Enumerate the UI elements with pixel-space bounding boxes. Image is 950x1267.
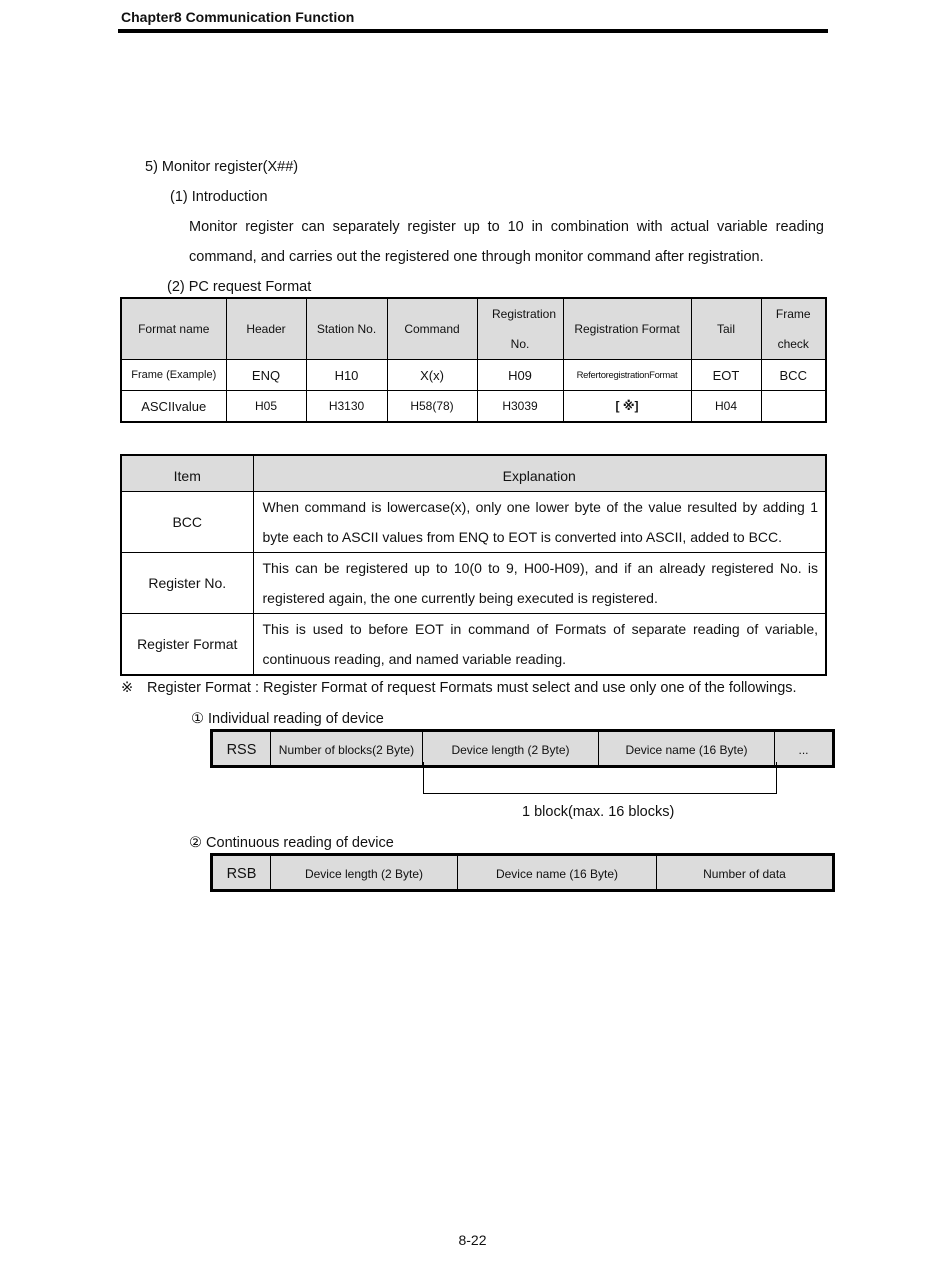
note-mark: ※ xyxy=(121,680,134,696)
explanation-cell: When command is lowercase(x), only one lower byte of the value resulted by adding 1 byte each to ASCII values from ENQ to EOT is converted into ASCII, added to BCC. xyxy=(253,492,826,553)
table-cell: RSB xyxy=(212,855,271,891)
continuous-heading: ② Continuous reading of device xyxy=(189,835,394,851)
table-cell: Frame (Example) xyxy=(121,360,226,391)
table-row xyxy=(121,391,826,423)
table-cell: H10 xyxy=(306,360,387,391)
table-cell: RefertoregistrationFormat xyxy=(563,360,691,391)
table-cell: X(x) xyxy=(387,360,477,391)
explanation-table xyxy=(120,454,827,676)
header-cell: Station No. xyxy=(306,298,387,360)
individual-heading: ① Individual reading of device xyxy=(191,711,384,727)
table-cell: RSS xyxy=(212,731,271,767)
table-row xyxy=(121,614,826,676)
chapter-header: Chapter8 Communication Function xyxy=(121,9,355,25)
format-header-row xyxy=(121,298,826,360)
block-note: 1 block(max. 16 blocks) xyxy=(522,804,675,820)
section-title: 5) Monitor register(X##) xyxy=(145,159,299,175)
table-cell: Device name (16 Byte) xyxy=(458,855,657,891)
table-cell: Number of blocks(2 Byte) xyxy=(271,731,423,767)
header-cell: Tail xyxy=(691,298,761,360)
request-format-table xyxy=(120,297,827,423)
request-heading: (2) PC request Format xyxy=(167,279,312,295)
item-cell: BCC xyxy=(121,492,253,553)
item-cell: Register No. xyxy=(121,553,253,614)
header-cell xyxy=(477,298,563,360)
explanation-cell: This can be registered up to 10(0 to 9, H00-H09), and if an already registered No. is registered again, the one currently being executed is registered. xyxy=(253,553,826,614)
table-cell: [ ※] xyxy=(563,391,691,423)
table-cell: BCC xyxy=(761,360,826,391)
header-cell: Header xyxy=(226,298,306,360)
table-cell: H04 xyxy=(691,391,761,423)
table-cell xyxy=(761,391,826,423)
table-row xyxy=(121,492,826,553)
explanation-header-row xyxy=(121,455,826,492)
page-number: 8-22 xyxy=(458,1232,487,1248)
table-cell: Device name (16 Byte) xyxy=(599,731,775,767)
table-row xyxy=(121,360,826,391)
table-cell: Device length (2 Byte) xyxy=(423,731,599,767)
header-cell xyxy=(761,298,826,360)
table-cell: ENQ xyxy=(226,360,306,391)
table-row xyxy=(121,553,826,614)
table-cell: ASCIIvalue xyxy=(121,391,226,423)
item-cell: Register Format xyxy=(121,614,253,676)
table-cell: Device length (2 Byte) xyxy=(271,855,458,891)
table-cell: Number of data xyxy=(657,855,834,891)
table-cell: H58(78) xyxy=(387,391,477,423)
header-cell-text: Frame check xyxy=(775,307,811,351)
table-cell: EOT xyxy=(691,360,761,391)
header-cell-text: Registration No. xyxy=(492,307,557,351)
block-bracket xyxy=(423,762,777,794)
note-text: Register Format : Register Format of request Formats must select and use only one of the followings. xyxy=(147,680,797,696)
header-cell: Command xyxy=(387,298,477,360)
table-cell: H09 xyxy=(477,360,563,391)
table-cell: ... xyxy=(775,731,834,767)
continuous-format-table xyxy=(210,853,835,892)
explanation-cell: This is used to before EOT in command of Formats of separate reading of variable, continuous reading, and named variable reading. xyxy=(253,614,826,676)
table-cell: H3130 xyxy=(306,391,387,423)
intro-heading: (1) Introduction xyxy=(170,189,268,205)
table-row xyxy=(212,855,834,891)
header-cell: Format name xyxy=(121,298,226,360)
header-cell: Registration Format xyxy=(563,298,691,360)
header-cell: Explanation xyxy=(253,455,826,492)
header-rule xyxy=(118,29,828,33)
table-cell: H05 xyxy=(226,391,306,423)
intro-paragraph: Monitor register can separately register up to 10 in combination with actual variable reading command, and carries out the registered one through monitor command after registration. xyxy=(189,219,824,265)
header-cell: Item xyxy=(121,455,253,492)
table-cell: H3039 xyxy=(477,391,563,423)
